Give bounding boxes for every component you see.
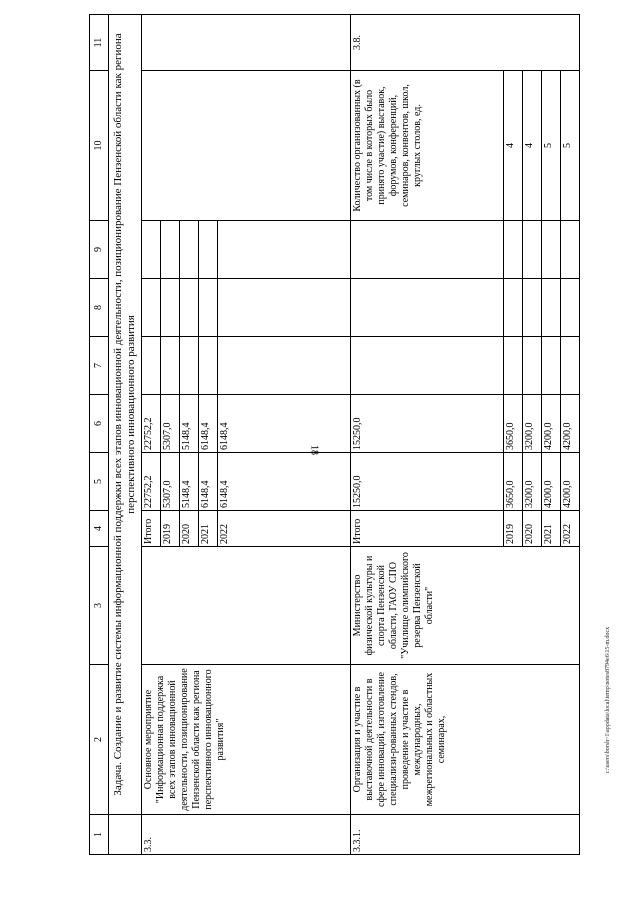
header-cell: 10 xyxy=(90,71,109,221)
indicator-name: Количество организованных (в том числе в которых было принято участие) выставок, форумов, конференций, семинаров, конвентов, школ, круглых столов, ед. xyxy=(351,71,504,221)
value-cell: 22752,2 xyxy=(142,395,161,453)
year-cell: 2020 xyxy=(180,511,199,547)
program-table xyxy=(89,14,580,855)
header-cell: 1 xyxy=(90,815,109,855)
value-cell: 22752,2 xyxy=(142,453,161,511)
executor xyxy=(142,547,351,665)
value-cell: 4200,0 xyxy=(561,453,580,511)
row-number: 3.3.1. xyxy=(351,815,580,855)
value-cell: 6148,4 xyxy=(218,453,351,511)
table-row xyxy=(351,15,504,855)
year-cell: Итого xyxy=(351,511,504,547)
year-cell: 2021 xyxy=(199,511,218,547)
year-cell: 2019 xyxy=(504,511,523,547)
value-cell: 15250,0 xyxy=(351,395,504,453)
indicator-value: 4 xyxy=(523,71,542,221)
year-cell: 2022 xyxy=(561,511,580,547)
header-cell: 8 xyxy=(90,279,109,337)
value-cell: 4200,0 xyxy=(561,395,580,453)
value-cell: 5307,0 xyxy=(161,395,180,453)
indicator-value: 5 xyxy=(542,71,561,221)
table-row xyxy=(142,15,161,855)
header-cell: 11 xyxy=(90,15,109,71)
indicator-number: 3.8. xyxy=(351,15,580,71)
activity-name: Организация и участие в выставочной деятельности в сфере инноваций, изготовление специализи-рованных стендов, проведение и участие в международных, межрегиональных и областных семинарах, xyxy=(351,665,580,815)
row-number: 3.3. xyxy=(142,815,351,855)
header-cell: 7 xyxy=(90,337,109,395)
header-cell: 9 xyxy=(90,221,109,279)
header-cell: 6 xyxy=(90,395,109,453)
value-cell: 3650,0 xyxy=(504,395,523,453)
value-cell: 6148,4 xyxy=(218,395,351,453)
footer-file-path: c:\users\borsh~1\appdata\local\temp\notes8794e6\15-m.docx xyxy=(605,626,611,774)
header-cell: 5 xyxy=(90,453,109,511)
header-row xyxy=(90,15,109,855)
value-cell: 5307,0 xyxy=(161,453,180,511)
indicator-value: 4 xyxy=(504,71,523,221)
page-number: 18 xyxy=(308,445,320,455)
header-cell: 2 xyxy=(90,665,109,815)
year-cell: 2022 xyxy=(218,511,351,547)
value-cell: 4200,0 xyxy=(542,395,561,453)
activity-name: Основное мероприятие "Информационная поддержка всех этапов инновационной деятельности, позиционирование Пензенской области как региона перспективного инновационного развития" xyxy=(142,665,351,815)
year-cell: 2021 xyxy=(542,511,561,547)
header-cell: 4 xyxy=(90,511,109,547)
header-cell: 3 xyxy=(90,547,109,665)
value-cell: 15250,0 xyxy=(351,453,504,511)
year-cell: 2019 xyxy=(161,511,180,547)
value-cell: 3200,0 xyxy=(523,453,542,511)
value-cell: 5148,4 xyxy=(180,395,199,453)
task-row xyxy=(109,15,142,855)
value-cell: 3200,0 xyxy=(523,395,542,453)
value-cell: 5148,4 xyxy=(180,453,199,511)
year-cell: Итого xyxy=(142,511,161,547)
value-cell: 6148,4 xyxy=(199,395,218,453)
year-cell: 2020 xyxy=(523,511,542,547)
rotated-table-sheet xyxy=(89,15,609,855)
value-cell: 4200,0 xyxy=(542,453,561,511)
indicator-value: 5 xyxy=(561,71,580,221)
executor: Министерство физической культуры и спорта Пензенской области, ГАОУ СПО "Училище олимпийского резерва Пензенской области" xyxy=(351,547,580,665)
value-cell: 3650,0 xyxy=(504,453,523,511)
task-title: Задача. Создание и развитие системы информационной поддержки всех этапов инновационной деятельности, позиционирование Пензенской области как региона перспективного инновационного развития xyxy=(109,15,142,815)
value-cell: 6148,4 xyxy=(199,453,218,511)
